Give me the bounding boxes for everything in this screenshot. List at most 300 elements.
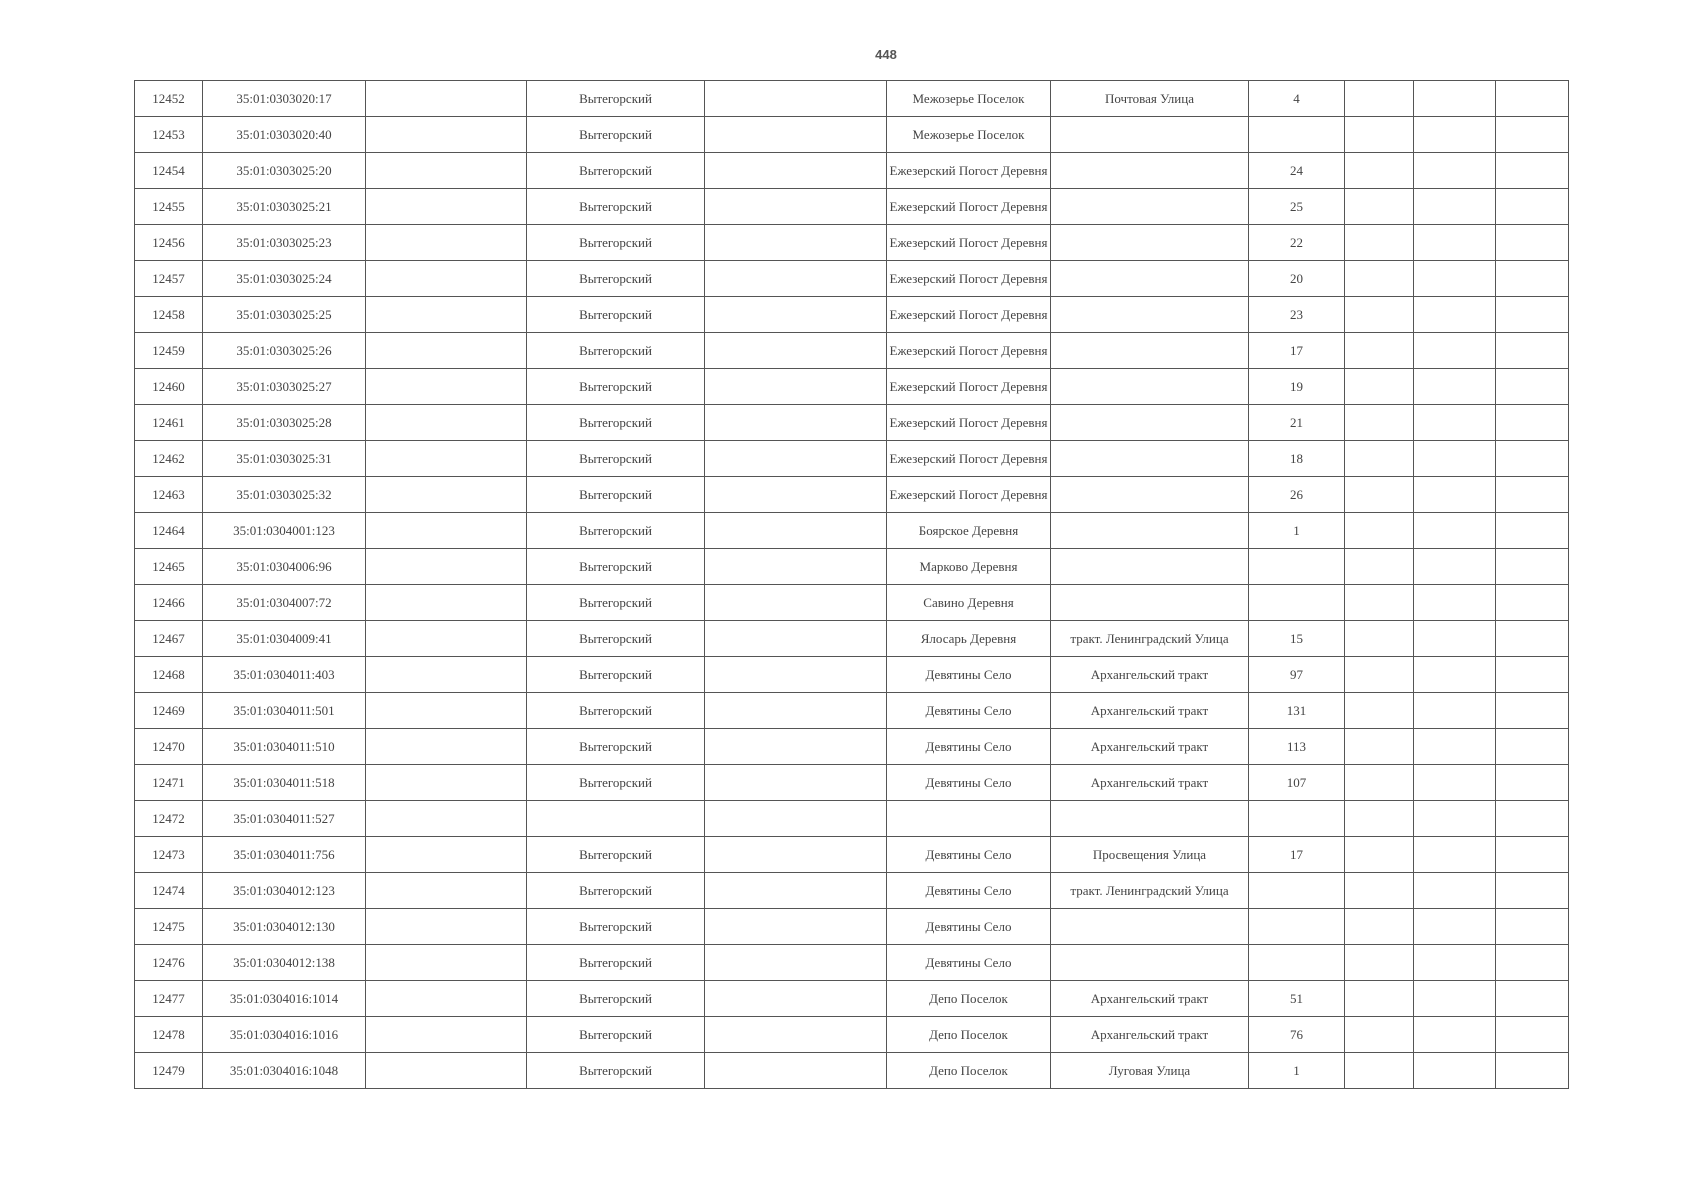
empty-cell (366, 333, 527, 369)
empty-cell (705, 369, 887, 405)
table-row (135, 477, 1569, 513)
empty-cell (705, 657, 887, 693)
empty-cell (1496, 333, 1569, 369)
row-number-cell: 12467 (135, 621, 203, 657)
row-number-cell: 12456 (135, 225, 203, 261)
empty-cell (1414, 765, 1496, 801)
row-number-cell: 12472 (135, 801, 203, 837)
district-cell: Вытегорский (527, 225, 705, 261)
empty-cell (366, 801, 527, 837)
street-cell (1051, 369, 1249, 405)
district-cell: Вытегорский (527, 945, 705, 981)
empty-cell (366, 405, 527, 441)
empty-cell (705, 477, 887, 513)
empty-cell (1345, 873, 1414, 909)
row-number-cell: 12477 (135, 981, 203, 1017)
empty-cell (366, 873, 527, 909)
table-row (135, 801, 1569, 837)
table-row (135, 225, 1569, 261)
empty-cell (1414, 1053, 1496, 1089)
empty-cell (1345, 405, 1414, 441)
empty-cell (705, 81, 887, 117)
street-cell (1051, 549, 1249, 585)
empty-cell (1496, 261, 1569, 297)
empty-cell (705, 837, 887, 873)
empty-cell (366, 837, 527, 873)
empty-cell (1414, 369, 1496, 405)
district-cell: Вытегорский (527, 837, 705, 873)
table-row (135, 441, 1569, 477)
empty-cell (705, 189, 887, 225)
empty-cell (705, 621, 887, 657)
cadastral-number-cell: 35:01:0304016:1014 (203, 981, 366, 1017)
empty-cell (366, 369, 527, 405)
row-number-cell: 12464 (135, 513, 203, 549)
district-cell: Вытегорский (527, 873, 705, 909)
row-number-cell: 12468 (135, 657, 203, 693)
empty-cell (1496, 1017, 1569, 1053)
empty-cell (1414, 81, 1496, 117)
empty-cell (1496, 297, 1569, 333)
street-cell (1051, 405, 1249, 441)
empty-cell (366, 513, 527, 549)
locality-cell: Ежезерский Погост Деревня (887, 261, 1051, 297)
street-cell (1051, 945, 1249, 981)
district-cell: Вытегорский (527, 333, 705, 369)
house-number-cell: 23 (1249, 297, 1345, 333)
empty-cell (1345, 981, 1414, 1017)
empty-cell (1414, 153, 1496, 189)
empty-cell (1496, 441, 1569, 477)
district-cell: Вытегорский (527, 369, 705, 405)
table-row (135, 261, 1569, 297)
row-number-cell: 12471 (135, 765, 203, 801)
table-row (135, 693, 1569, 729)
locality-cell: Ежезерский Погост Деревня (887, 153, 1051, 189)
empty-cell (705, 405, 887, 441)
street-cell (1051, 477, 1249, 513)
locality-cell: Ежезерский Погост Деревня (887, 333, 1051, 369)
empty-cell (705, 693, 887, 729)
row-number-cell: 12459 (135, 333, 203, 369)
empty-cell (1345, 117, 1414, 153)
locality-cell: Депо Поселок (887, 1017, 1051, 1053)
cadastral-number-cell: 35:01:0304016:1048 (203, 1053, 366, 1089)
street-cell: Архангельский тракт (1051, 981, 1249, 1017)
cadastral-number-cell: 35:01:0303025:24 (203, 261, 366, 297)
empty-cell (366, 1053, 527, 1089)
street-cell (1051, 441, 1249, 477)
empty-cell (1414, 477, 1496, 513)
empty-cell (1496, 765, 1569, 801)
empty-cell (705, 117, 887, 153)
house-number-cell: 51 (1249, 981, 1345, 1017)
empty-cell (366, 549, 527, 585)
empty-cell (1496, 621, 1569, 657)
empty-cell (1345, 693, 1414, 729)
row-number-cell: 12469 (135, 693, 203, 729)
locality-cell: Ялосарь Деревня (887, 621, 1051, 657)
empty-cell (705, 261, 887, 297)
empty-cell (366, 81, 527, 117)
empty-cell (1414, 981, 1496, 1017)
empty-cell (705, 297, 887, 333)
empty-cell (366, 477, 527, 513)
house-number-cell: 113 (1249, 729, 1345, 765)
cadastral-number-cell: 35:01:0303025:25 (203, 297, 366, 333)
district-cell: Вытегорский (527, 477, 705, 513)
street-cell: Архангельский тракт (1051, 693, 1249, 729)
page-number: 448 (875, 47, 897, 62)
street-cell: Почтовая Улица (1051, 81, 1249, 117)
empty-cell (1345, 441, 1414, 477)
locality-cell: Девятины Село (887, 873, 1051, 909)
empty-cell (705, 945, 887, 981)
empty-cell (1414, 405, 1496, 441)
table-row (135, 729, 1569, 765)
row-number-cell: 12470 (135, 729, 203, 765)
empty-cell (1496, 117, 1569, 153)
empty-cell (1345, 153, 1414, 189)
empty-cell (366, 693, 527, 729)
empty-cell (366, 189, 527, 225)
empty-cell (1414, 117, 1496, 153)
district-cell: Вытегорский (527, 585, 705, 621)
street-cell: Архангельский тракт (1051, 657, 1249, 693)
row-number-cell: 12454 (135, 153, 203, 189)
house-number-cell: 15 (1249, 621, 1345, 657)
street-cell (1051, 297, 1249, 333)
table-row (135, 765, 1569, 801)
row-number-cell: 12479 (135, 1053, 203, 1089)
row-number-cell: 12474 (135, 873, 203, 909)
row-number-cell: 12463 (135, 477, 203, 513)
cadastral-number-cell: 35:01:0304012:123 (203, 873, 366, 909)
empty-cell (1414, 549, 1496, 585)
district-cell: Вытегорский (527, 261, 705, 297)
empty-cell (1414, 1017, 1496, 1053)
house-number-cell (1249, 549, 1345, 585)
house-number-cell: 25 (1249, 189, 1345, 225)
registry-table (134, 80, 1569, 1089)
locality-cell: Ежезерский Погост Деревня (887, 297, 1051, 333)
empty-cell (705, 801, 887, 837)
locality-cell: Межозерье Поселок (887, 117, 1051, 153)
district-cell: Вытегорский (527, 1053, 705, 1089)
row-number-cell: 12461 (135, 405, 203, 441)
cadastral-number-cell: 35:01:0304011:403 (203, 657, 366, 693)
district-cell: Вытегорский (527, 765, 705, 801)
empty-cell (705, 909, 887, 945)
locality-cell: Депо Поселок (887, 981, 1051, 1017)
locality-cell: Ежезерский Погост Деревня (887, 225, 1051, 261)
street-cell (1051, 585, 1249, 621)
empty-cell (1496, 945, 1569, 981)
cadastral-number-cell: 35:01:0303025:31 (203, 441, 366, 477)
empty-cell (1496, 801, 1569, 837)
empty-cell (1345, 261, 1414, 297)
table-row (135, 81, 1569, 117)
table-row (135, 513, 1569, 549)
district-cell: Вытегорский (527, 1017, 705, 1053)
empty-cell (366, 153, 527, 189)
empty-cell (1414, 873, 1496, 909)
empty-cell (1345, 477, 1414, 513)
empty-cell (1414, 801, 1496, 837)
street-cell (1051, 909, 1249, 945)
cadastral-number-cell: 35:01:0304012:138 (203, 945, 366, 981)
locality-cell: Девятины Село (887, 909, 1051, 945)
locality-cell: Девятины Село (887, 657, 1051, 693)
cadastral-number-cell: 35:01:0303025:26 (203, 333, 366, 369)
cadastral-number-cell: 35:01:0304012:130 (203, 909, 366, 945)
district-cell (527, 801, 705, 837)
locality-cell: Ежезерский Погост Деревня (887, 189, 1051, 225)
row-number-cell: 12473 (135, 837, 203, 873)
house-number-cell: 1 (1249, 513, 1345, 549)
empty-cell (366, 261, 527, 297)
house-number-cell: 21 (1249, 405, 1345, 441)
empty-cell (1345, 765, 1414, 801)
street-cell: Архангельский тракт (1051, 765, 1249, 801)
district-cell: Вытегорский (527, 117, 705, 153)
cadastral-number-cell: 35:01:0303025:23 (203, 225, 366, 261)
empty-cell (1345, 837, 1414, 873)
empty-cell (1414, 441, 1496, 477)
empty-cell (705, 333, 887, 369)
locality-cell: Ежезерский Погост Деревня (887, 477, 1051, 513)
street-cell (1051, 225, 1249, 261)
row-number-cell: 12455 (135, 189, 203, 225)
house-number-cell (1249, 117, 1345, 153)
empty-cell (1345, 369, 1414, 405)
street-cell (1051, 333, 1249, 369)
empty-cell (705, 981, 887, 1017)
empty-cell (1414, 693, 1496, 729)
empty-cell (1496, 225, 1569, 261)
empty-cell (1414, 297, 1496, 333)
empty-cell (366, 945, 527, 981)
house-number-cell: 18 (1249, 441, 1345, 477)
locality-cell: Савино Деревня (887, 585, 1051, 621)
row-number-cell: 12476 (135, 945, 203, 981)
empty-cell (366, 297, 527, 333)
empty-cell (1496, 81, 1569, 117)
registry-body (135, 81, 1569, 1089)
house-number-cell: 76 (1249, 1017, 1345, 1053)
row-number-cell: 12475 (135, 909, 203, 945)
empty-cell (1496, 585, 1569, 621)
empty-cell (705, 153, 887, 189)
locality-cell: Девятины Село (887, 729, 1051, 765)
cadastral-number-cell: 35:01:0304011:527 (203, 801, 366, 837)
cadastral-number-cell: 35:01:0304016:1016 (203, 1017, 366, 1053)
row-number-cell: 12465 (135, 549, 203, 585)
district-cell: Вытегорский (527, 441, 705, 477)
empty-cell (366, 117, 527, 153)
empty-cell (1345, 585, 1414, 621)
house-number-cell: 19 (1249, 369, 1345, 405)
row-number-cell: 12460 (135, 369, 203, 405)
empty-cell (1345, 297, 1414, 333)
empty-cell (366, 441, 527, 477)
row-number-cell: 12462 (135, 441, 203, 477)
cadastral-number-cell: 35:01:0304011:756 (203, 837, 366, 873)
empty-cell (1496, 729, 1569, 765)
empty-cell (1414, 585, 1496, 621)
table-row (135, 333, 1569, 369)
district-cell: Вытегорский (527, 693, 705, 729)
locality-cell: Девятины Село (887, 765, 1051, 801)
locality-cell: Ежезерский Погост Деревня (887, 405, 1051, 441)
cadastral-number-cell: 35:01:0304006:96 (203, 549, 366, 585)
table-row (135, 621, 1569, 657)
empty-cell (366, 225, 527, 261)
house-number-cell: 4 (1249, 81, 1345, 117)
empty-cell (1345, 225, 1414, 261)
district-cell: Вытегорский (527, 621, 705, 657)
table-row (135, 153, 1569, 189)
empty-cell (1345, 801, 1414, 837)
district-cell: Вытегорский (527, 81, 705, 117)
empty-cell (1496, 369, 1569, 405)
house-number-cell (1249, 585, 1345, 621)
street-cell (1051, 513, 1249, 549)
house-number-cell: 17 (1249, 837, 1345, 873)
empty-cell (1414, 225, 1496, 261)
house-number-cell: 24 (1249, 153, 1345, 189)
house-number-cell: 1 (1249, 1053, 1345, 1089)
table-row (135, 549, 1569, 585)
street-cell: Луговая Улица (1051, 1053, 1249, 1089)
table-row (135, 981, 1569, 1017)
empty-cell (1345, 549, 1414, 585)
cadastral-number-cell: 35:01:0304011:501 (203, 693, 366, 729)
table-row (135, 837, 1569, 873)
empty-cell (366, 981, 527, 1017)
district-cell: Вытегорский (527, 297, 705, 333)
cadastral-number-cell: 35:01:0304001:123 (203, 513, 366, 549)
row-number-cell: 12452 (135, 81, 203, 117)
empty-cell (1496, 405, 1569, 441)
house-number-cell (1249, 801, 1345, 837)
district-cell: Вытегорский (527, 405, 705, 441)
row-number-cell: 12457 (135, 261, 203, 297)
locality-cell: Боярское Деревня (887, 513, 1051, 549)
empty-cell (1496, 153, 1569, 189)
table-row (135, 369, 1569, 405)
district-cell: Вытегорский (527, 189, 705, 225)
empty-cell (705, 513, 887, 549)
empty-cell (1496, 189, 1569, 225)
district-cell: Вытегорский (527, 657, 705, 693)
cadastral-number-cell: 35:01:0304011:518 (203, 765, 366, 801)
empty-cell (1496, 981, 1569, 1017)
house-number-cell: 17 (1249, 333, 1345, 369)
empty-cell (1414, 333, 1496, 369)
street-cell: Архангельский тракт (1051, 729, 1249, 765)
empty-cell (366, 765, 527, 801)
table-row (135, 297, 1569, 333)
table-row (135, 189, 1569, 225)
house-number-cell (1249, 873, 1345, 909)
district-cell: Вытегорский (527, 549, 705, 585)
empty-cell (1345, 189, 1414, 225)
empty-cell (1496, 873, 1569, 909)
empty-cell (366, 621, 527, 657)
house-number-cell: 107 (1249, 765, 1345, 801)
empty-cell (1414, 261, 1496, 297)
cadastral-number-cell: 35:01:0303020:40 (203, 117, 366, 153)
house-number-cell (1249, 909, 1345, 945)
table-row (135, 1053, 1569, 1089)
empty-cell (705, 441, 887, 477)
district-cell: Вытегорский (527, 153, 705, 189)
street-cell (1051, 153, 1249, 189)
empty-cell (1496, 837, 1569, 873)
street-cell: тракт. Ленинградский Улица (1051, 621, 1249, 657)
empty-cell (1496, 513, 1569, 549)
empty-cell (1345, 729, 1414, 765)
row-number-cell: 12478 (135, 1017, 203, 1053)
empty-cell (705, 729, 887, 765)
street-cell: Просвещения Улица (1051, 837, 1249, 873)
cadastral-number-cell: 35:01:0304011:510 (203, 729, 366, 765)
table-row (135, 1017, 1569, 1053)
empty-cell (1414, 837, 1496, 873)
empty-cell (366, 657, 527, 693)
table-row (135, 657, 1569, 693)
empty-cell (366, 585, 527, 621)
cadastral-number-cell: 35:01:0303025:20 (203, 153, 366, 189)
empty-cell (1414, 945, 1496, 981)
table-row (135, 585, 1569, 621)
empty-cell (1496, 1053, 1569, 1089)
row-number-cell: 12453 (135, 117, 203, 153)
table-row (135, 909, 1569, 945)
locality-cell: Ежезерский Погост Деревня (887, 441, 1051, 477)
street-cell: тракт. Ленинградский Улица (1051, 873, 1249, 909)
empty-cell (1414, 657, 1496, 693)
row-number-cell: 12458 (135, 297, 203, 333)
empty-cell (1496, 477, 1569, 513)
street-cell (1051, 261, 1249, 297)
empty-cell (1345, 909, 1414, 945)
street-cell (1051, 189, 1249, 225)
locality-cell: Марково Деревня (887, 549, 1051, 585)
empty-cell (705, 765, 887, 801)
empty-cell (1414, 909, 1496, 945)
house-number-cell: 97 (1249, 657, 1345, 693)
empty-cell (1345, 1053, 1414, 1089)
cadastral-number-cell: 35:01:0303025:27 (203, 369, 366, 405)
cadastral-number-cell: 35:01:0304007:72 (203, 585, 366, 621)
house-number-cell: 131 (1249, 693, 1345, 729)
locality-cell (887, 801, 1051, 837)
district-cell: Вытегорский (527, 729, 705, 765)
empty-cell (705, 585, 887, 621)
empty-cell (705, 873, 887, 909)
empty-cell (366, 729, 527, 765)
empty-cell (366, 1017, 527, 1053)
empty-cell (1345, 81, 1414, 117)
street-cell (1051, 801, 1249, 837)
table-row (135, 405, 1569, 441)
empty-cell (705, 1053, 887, 1089)
cadastral-number-cell: 35:01:0304009:41 (203, 621, 366, 657)
empty-cell (1345, 1017, 1414, 1053)
table-row (135, 117, 1569, 153)
